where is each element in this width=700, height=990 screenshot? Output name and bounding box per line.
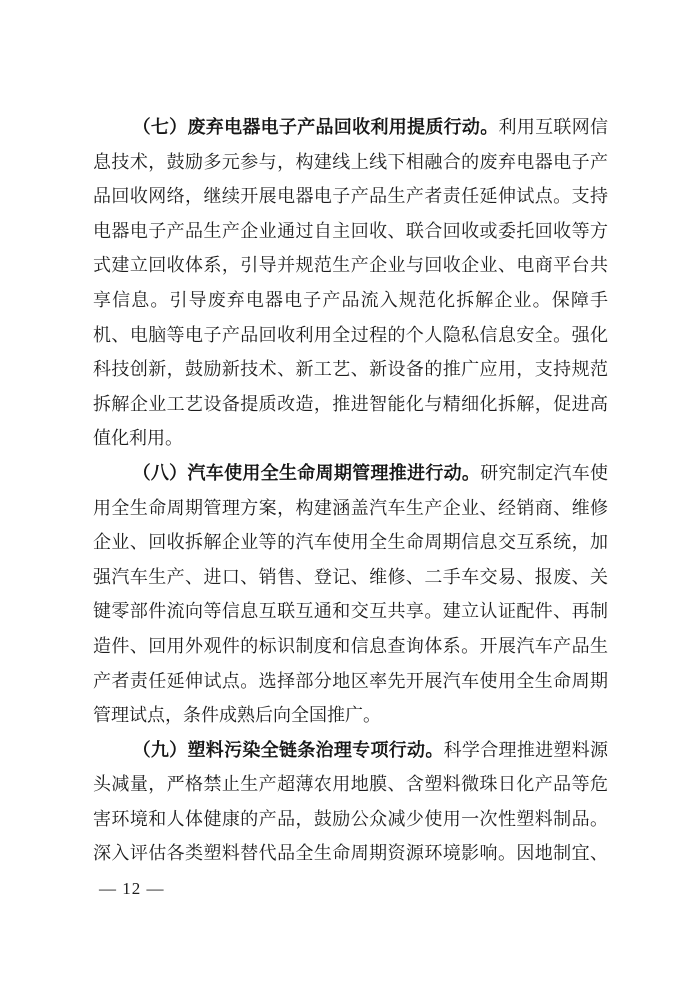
text-line [93,733,608,768]
text-line: 享信息。引导废弃电器电子产品流入规范化拆解企业。保障手 [93,289,608,310]
paragraph-lead-rest: 科学合理推进塑料源 [443,739,609,760]
text-line: 产者责任延伸试点。选择部分地区率先开展汽车使用全生命周期 [93,670,608,691]
text-line [93,110,608,145]
text-line: 强汽车生产、进口、销售、登记、维修、二手车交易、报废、关 [93,566,608,587]
text-line: 电器电子产品生产企业通过自主回收、联合回收或委托回收等方 [93,220,608,241]
text-line [93,456,608,491]
paragraph-lead-rest: 利用互联网信 [498,117,609,137]
text-line: 机、电脑等电子产品回收利用全过程的个人隐私信息安全。强化 [93,324,608,345]
text-line: 用全生命周期管理方案，构建涵盖汽车生产企业、经销商、维修 [93,497,608,518]
text-line: 造件、回用外观件的标识制度和信息查询体系。开展汽车产品生 [93,635,608,656]
paragraph-lead: （七）废弃电器电子产品回收利用提质行动。 [132,117,499,137]
text-line: 品回收网络，继续开展电器电子产品生产者责任延伸试点。支持 [93,186,608,207]
text-line: 息技术，鼓励多元参与，构建线上线下相融合的废弃电器电子产 [93,151,608,172]
text-line: 拆解企业工艺设备提质改造，推进智能化与精细化拆解，促进高 [93,393,608,414]
paragraph-7 [93,110,608,456]
text-line: 键零部件流向等信息互联互通和交互共享。建立认证配件、再制 [93,601,608,622]
paragraph-lead: （九）塑料污染全链条治理专项行动。 [132,739,444,760]
text-line: 值化利用。 [93,428,183,449]
text-line: 式建立回收体系，引导并规范生产企业与回收企业、电商平台共 [93,255,608,276]
paragraph-9 [93,733,608,871]
paragraph-8 [93,456,608,733]
paragraph-lead: （八）汽车使用全生命周期管理推进行动。 [132,462,481,483]
text-line: 管理试点，条件成熟后向全国推广。 [93,705,381,726]
text-line: 深入评估各类塑料替代品全生命周期资源环境影响。因地制宜、 [93,843,608,864]
paragraph-lead-rest: 研究制定汽车使 [480,462,609,483]
text-line: 头减量，严格禁止生产超薄农用地膜、含塑料微珠日化产品等危 [93,774,608,795]
text-line: 企业、回收拆解企业等的汽车使用全生命周期信息交互系统，加 [93,532,608,553]
page-number: — 12 — [99,879,165,898]
text-line: 科技创新，鼓励新技术、新工艺、新设备的推广应用，支持规范 [93,359,608,380]
document-text-column [93,110,608,871]
text-line: 害环境和人体健康的产品，鼓励公众减少使用一次性塑料制品。 [93,808,608,829]
